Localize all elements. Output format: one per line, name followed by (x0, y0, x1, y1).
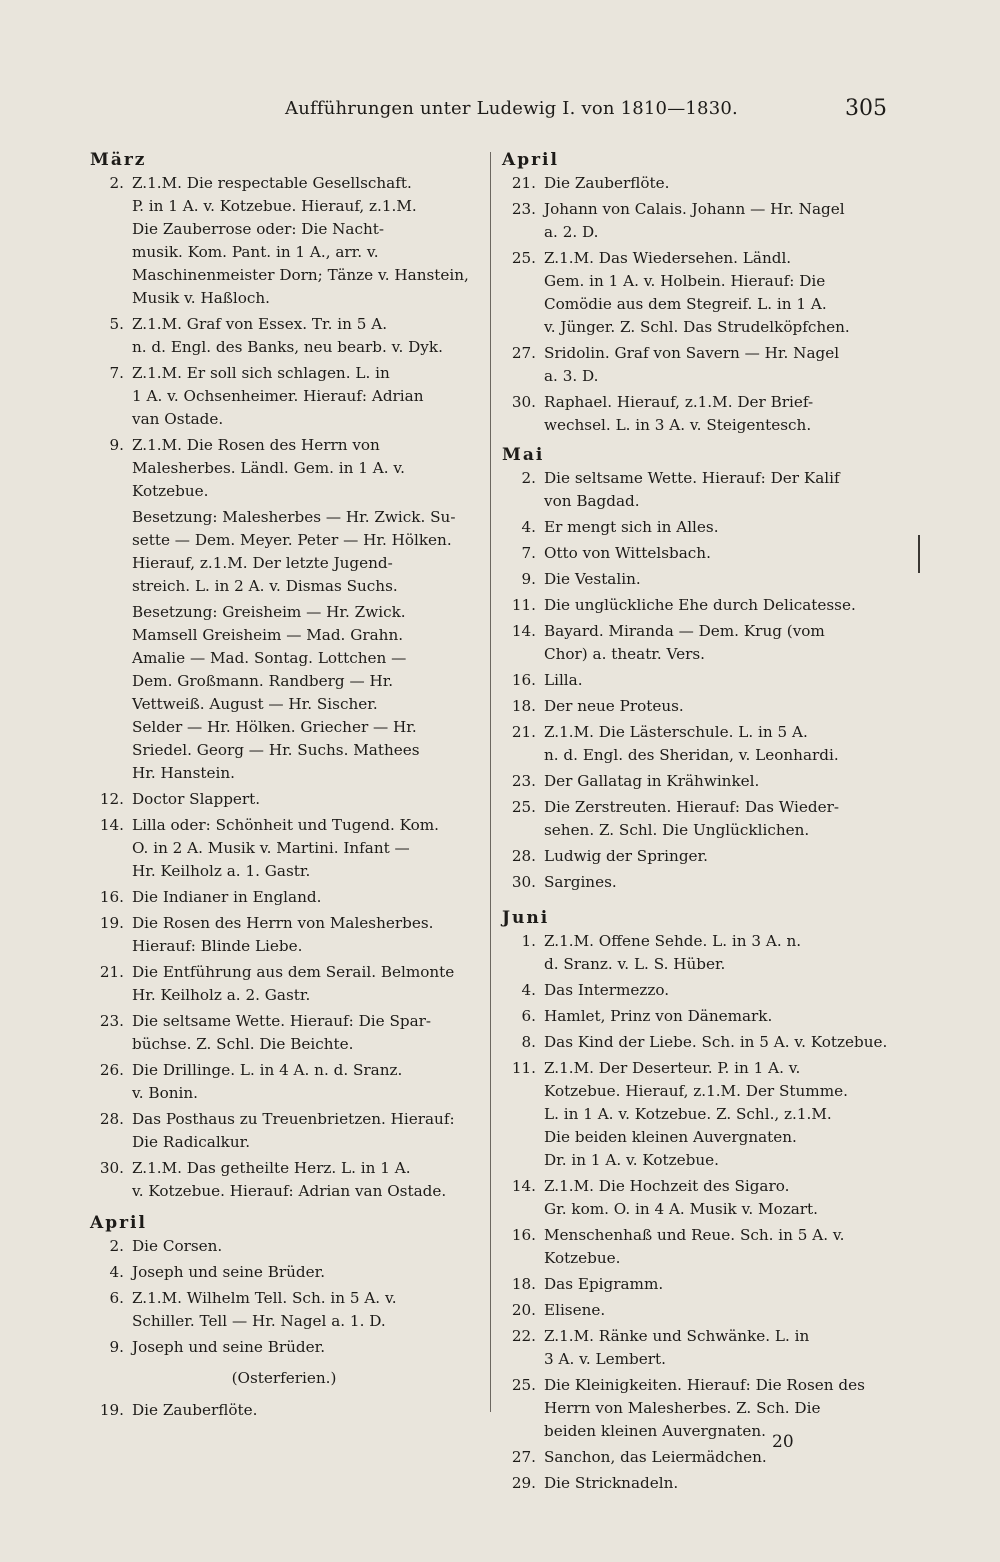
entry-text-line: L. in 1 A. v. Kotzebue. Z. Schl., z.1.M. (544, 1105, 832, 1123)
entry-text-line: Die Stricknadeln. (544, 1474, 679, 1492)
entry-text-line: musik. Kom. Pant. in 1 A., arr. v. (132, 243, 379, 261)
entry-text-line: 1 A. v. Ochsenheimer. Hierauf: Adrian (132, 387, 424, 405)
entry-text-line: Hr. Keilholz a. 1. Gastr. (132, 862, 311, 880)
list-item (500, 391, 898, 437)
list-item (88, 506, 480, 598)
entry-date: 6. (521, 1007, 536, 1025)
entry-date: 6. (109, 1289, 124, 1307)
entry-date: 14. (99, 816, 124, 834)
entry-date: 7. (521, 544, 536, 562)
entry-text-line: Die seltsame Wette. Hierauf: Die Spar- (132, 1012, 432, 1030)
entry-date: 4. (521, 518, 536, 536)
entry-text-line: Der neue Proteus. (544, 697, 684, 715)
month-heading-juni: Juni (502, 908, 550, 928)
entry-date: 23. (99, 1012, 124, 1030)
list-item (88, 961, 480, 1007)
entry-date: 5. (109, 315, 124, 333)
entry-text-line: v. Jünger. Z. Schl. Das Strudelköpfchen. (544, 318, 850, 336)
entry-date: 18. (511, 697, 536, 715)
list-item (88, 601, 480, 785)
entry-date: 19. (99, 914, 124, 932)
entry-text-line: Die Indianer in England. (132, 888, 322, 906)
entry-text-line: Das Posthaus zu Treuenbrietzen. Hierauf: (132, 1110, 455, 1128)
list-item (500, 796, 898, 842)
entry-text-line: Gem. in 1 A. v. Holbein. Hierauf: Die (544, 272, 826, 290)
entry-text-line: Sargines. (544, 873, 617, 891)
entry-text-line: Z.1.M. Wilhelm Tell. Sch. in 5 A. v. (132, 1289, 397, 1307)
list-item (500, 568, 898, 591)
performance-list (88, 1399, 480, 1422)
entry-text-line: Vettweiß. August — Hr. Sischer. (132, 695, 378, 713)
list-item (88, 1287, 480, 1333)
list-item (500, 1031, 898, 1054)
entry-date: 2. (109, 174, 124, 192)
list-item (500, 695, 898, 718)
entry-date: 9. (109, 436, 124, 454)
list-item (500, 1057, 898, 1172)
list-item (88, 1010, 480, 1056)
entry-text-line: Joseph und seine Brüder. (132, 1263, 326, 1281)
entry-text-line: Maschinenmeister Dorn; Tänze v. Hanstein, (132, 266, 469, 284)
entry-text-line: Sriedel. Georg — Hr. Suchs. Mathees (132, 741, 420, 759)
entry-text-line: Musik v. Haßloch. (132, 289, 271, 307)
margin-mark (918, 535, 920, 573)
entry-text-line: Herrn von Malesherbes. Z. Sch. Die (544, 1399, 821, 1417)
performance-list (500, 172, 898, 437)
list-item (500, 1325, 898, 1371)
entry-text-line: Die beiden kleinen Auvergnaten. (544, 1128, 797, 1146)
signature-mark: 20 (772, 1432, 794, 1452)
month-heading-mai: Mai (502, 445, 545, 465)
running-header: Aufführungen unter Ludewig I. von 1810—1830. (285, 98, 738, 119)
entry-text-line: Z.1.M. Der Deserteur. P. in 1 A. v. (544, 1059, 801, 1077)
list-item (88, 1399, 480, 1422)
entry-text-line: Die Vestalin. (544, 570, 641, 588)
entry-text-line: Z.1.M. Ränke und Schwänke. L. in (544, 1327, 810, 1345)
entry-text-line: Die Corsen. (132, 1237, 223, 1255)
list-item (500, 247, 898, 339)
entry-date: 21. (99, 963, 124, 981)
entry-date: 14. (511, 1177, 536, 1195)
performance-list (88, 1235, 480, 1359)
list-item (88, 1157, 480, 1203)
list-item (500, 172, 898, 195)
list-item (500, 845, 898, 868)
entry-text-line: Malesherbes. Ländl. Gem. in 1 A. v. (132, 459, 405, 477)
entry-text-line: Hr. Hanstein. (132, 764, 235, 782)
list-item (88, 788, 480, 811)
performance-list (500, 930, 898, 1495)
list-item (500, 1005, 898, 1028)
list-item (500, 1273, 898, 1296)
entry-text-line: sette — Dem. Meyer. Peter — Hr. Hölken. (132, 531, 452, 549)
entry-text-line: Doctor Slappert. (132, 790, 261, 808)
entry-text-line: n. d. Engl. des Sheridan, v. Leonhardi. (544, 746, 839, 764)
list-item (500, 721, 898, 767)
entry-text-line: P. in 1 A. v. Kotzebue. Hierauf, z.1.M. (132, 197, 417, 215)
entry-text-line: Chor) a. theatr. Vers. (544, 645, 705, 663)
entry-text-line: Besetzung: Malesherbes — Hr. Zwick. Su- (132, 508, 456, 526)
entry-text-line: Er mengt sich in Alles. (544, 518, 719, 536)
entry-text-line: Dr. in 1 A. v. Kotzebue. (544, 1151, 719, 1169)
entry-date: 21. (511, 723, 536, 741)
list-item (88, 814, 480, 883)
entry-text-line: Der Gallatag in Krähwinkel. (544, 772, 760, 790)
entry-date: 11. (511, 1059, 536, 1077)
entry-text-line: wechsel. L. in 3 A. v. Steigentesch. (544, 416, 812, 434)
entry-date: 14. (511, 622, 536, 640)
list-item (88, 362, 480, 431)
list-item (500, 1446, 898, 1469)
list-item (88, 1108, 480, 1154)
entry-text-line: Selder — Hr. Hölken. Griecher — Hr. (132, 718, 417, 736)
entry-text-line: Die unglückliche Ehe durch Delicatesse. (544, 596, 856, 614)
entry-text-line: Das Intermezzo. (544, 981, 670, 999)
entry-text-line: Comödie aus dem Stegreif. L. in 1 A. (544, 295, 827, 313)
entry-date: 25. (511, 1376, 536, 1394)
list-item (500, 198, 898, 244)
entry-date: 11. (511, 596, 536, 614)
entry-date: 16. (511, 671, 536, 689)
entry-text-line: Otto von Wittelsbach. (544, 544, 711, 562)
list-item (500, 979, 898, 1002)
entry-text-line: Z.1.M. Er soll sich schlagen. L. in (132, 364, 390, 382)
entry-date: 1. (521, 932, 536, 950)
entry-date: 7. (109, 364, 124, 382)
list-item (88, 172, 480, 310)
entry-text-line: Ludwig der Springer. (544, 847, 708, 865)
entry-text-line: Die Radicalkur. (132, 1133, 251, 1151)
list-item (500, 342, 898, 388)
entry-date: 12. (99, 790, 124, 808)
entry-text-line: van Ostade. (132, 410, 224, 428)
entry-text-line: Hierauf, z.1.M. Der letzte Jugend- (132, 554, 393, 572)
entry-date: 19. (99, 1401, 124, 1419)
entry-date: 23. (511, 200, 536, 218)
entry-text-line: v. Bonin. (132, 1084, 198, 1102)
entry-date: 22. (511, 1327, 536, 1345)
entry-date: 21. (511, 174, 536, 192)
entry-text-line: Kotzebue. (132, 482, 209, 500)
entry-text-line: Amalie — Mad. Sontag. Lottchen — (132, 649, 407, 667)
list-item (500, 1175, 898, 1221)
entry-text-line: Besetzung: Greisheim — Hr. Zwick. (132, 603, 406, 621)
entry-text-line: Bayard. Miranda — Dem. Krug (vom (544, 622, 825, 640)
entry-text-line: Die Rosen des Herrn von Malesherbes. (132, 914, 434, 932)
right-column (500, 150, 898, 1498)
entry-text-line: Hr. Keilholz a. 2. Gastr. (132, 986, 311, 1004)
list-item (500, 516, 898, 539)
list-item (500, 669, 898, 692)
entry-date: 8. (521, 1033, 536, 1051)
entry-date: 26. (99, 1061, 124, 1079)
entry-date: 30. (99, 1159, 124, 1177)
entry-date: 23. (511, 772, 536, 790)
entry-text-line: Die Zauberflöte. (544, 174, 670, 192)
entry-date: 28. (99, 1110, 124, 1128)
entry-text-line: Johann von Calais. Johann — Hr. Nagel (544, 200, 845, 218)
column-divider (490, 152, 491, 1412)
entry-text-line: büchse. Z. Schl. Die Beichte. (132, 1035, 354, 1053)
entry-text-line: a. 3. D. (544, 367, 599, 385)
list-item (500, 1299, 898, 1322)
entry-text-line: beiden kleinen Auvergnaten. (544, 1422, 767, 1440)
list-item (500, 1224, 898, 1270)
entry-text-line: Z.1.M. Graf von Essex. Tr. in 5 A. (132, 315, 388, 333)
entry-date: 25. (511, 249, 536, 267)
entry-text-line: Z.1.M. Das getheilte Herz. L. in 1 A. (132, 1159, 411, 1177)
entry-text-line: a. 2. D. (544, 223, 599, 241)
entry-text-line: Hamlet, Prinz von Dänemark. (544, 1007, 773, 1025)
entry-text-line: Dem. Großmann. Randberg — Hr. (132, 672, 394, 690)
entry-text-line: von Bagdad. (544, 492, 640, 510)
entry-text-line: Lilla oder: Schönheit und Tugend. Kom. (132, 816, 439, 834)
entry-text-line: Joseph und seine Brüder. (132, 1338, 326, 1356)
list-item (500, 594, 898, 617)
easter-break-note: (Osterferien.) (231, 1369, 337, 1387)
entry-date: 16. (99, 888, 124, 906)
entry-text-line: Die Entführung aus dem Serail. Belmonte (132, 963, 455, 981)
performance-list (88, 172, 480, 1203)
list-item (88, 886, 480, 909)
list-item (88, 912, 480, 958)
month-heading-maerz: März (90, 150, 147, 170)
list-item (88, 313, 480, 359)
entry-text-line: Das Epigramm. (544, 1275, 664, 1293)
entry-text-line: Die Zauberrose oder: Die Nacht- (132, 220, 384, 238)
entry-text-line: sehen. Z. Schl. Die Unglücklichen. (544, 821, 810, 839)
entry-text-line: Schiller. Tell — Hr. Nagel a. 1. D. (132, 1312, 386, 1330)
entry-date: 18. (511, 1275, 536, 1293)
entry-date: 30. (511, 393, 536, 411)
entry-text-line: Z.1.M. Die Rosen des Herrn von (132, 436, 380, 454)
list-item (500, 620, 898, 666)
left-column (88, 150, 480, 1425)
list-item (500, 871, 898, 894)
entry-date: 27. (511, 1448, 536, 1466)
entry-date: 4. (521, 981, 536, 999)
entry-text-line: Z.1.M. Die Lästerschule. L. in 5 A. (544, 723, 808, 741)
month-heading-april: April (90, 1213, 147, 1233)
entry-text-line: Hierauf: Blinde Liebe. (132, 937, 303, 955)
entry-text-line: Die Drillinge. L. in 4 A. n. d. Sranz. (132, 1061, 403, 1079)
entry-date: 9. (109, 1338, 124, 1356)
entry-date: 16. (511, 1226, 536, 1244)
entry-text-line: Sridolin. Graf von Savern — Hr. Nagel (544, 344, 840, 362)
entry-date: 30. (511, 873, 536, 891)
list-item (500, 1374, 898, 1443)
list-item (88, 434, 480, 503)
list-item (500, 930, 898, 976)
entry-text-line: d. Sranz. v. L. S. Hüber. (544, 955, 726, 973)
entry-text-line: 3 A. v. Lembert. (544, 1350, 666, 1368)
entry-text-line: Das Kind der Liebe. Sch. in 5 A. v. Kotzebue. (544, 1033, 888, 1051)
entry-date: 25. (511, 798, 536, 816)
entry-date: 2. (521, 469, 536, 487)
entry-text-line: Z.1.M. Die respectable Gesellschaft. (132, 174, 412, 192)
entry-date: 2. (109, 1237, 124, 1255)
entry-date: 4. (109, 1263, 124, 1281)
entry-text-line: Menschenhaß und Reue. Sch. in 5 A. v. (544, 1226, 845, 1244)
entry-text-line: streich. L. in 2 A. v. Dismas Suchs. (132, 577, 398, 595)
entry-text-line: n. d. Engl. des Banks, neu bearb. v. Dyk. (132, 338, 443, 356)
entry-text-line: Sanchon, das Leiermädchen. (544, 1448, 767, 1466)
entry-text-line: Die Zerstreuten. Hierauf: Das Wieder- (544, 798, 839, 816)
list-item (88, 1336, 480, 1359)
entry-text-line: Raphael. Hierauf, z.1.M. Der Brief- (544, 393, 814, 411)
list-item (88, 1235, 480, 1258)
entry-text-line: Gr. kom. O. in 4 A. Musik v. Mozart. (544, 1200, 818, 1218)
list-item (500, 770, 898, 793)
entry-text-line: Die Kleinigkeiten. Hierauf: Die Rosen des (544, 1376, 865, 1394)
entry-text-line: Die seltsame Wette. Hierauf: Der Kalif (544, 469, 840, 487)
entry-text-line: Z.1.M. Offene Sehde. L. in 3 A. n. (544, 932, 802, 950)
list-item (500, 1472, 898, 1495)
entry-date: 28. (511, 847, 536, 865)
entry-text-line: Kotzebue. (544, 1249, 621, 1267)
list-item (88, 1261, 480, 1284)
entry-text-line: Z.1.M. Die Hochzeit des Sigaro. (544, 1177, 790, 1195)
entry-text-line: O. in 2 A. Musik v. Martini. Infant — (132, 839, 410, 857)
month-heading-april: April (502, 150, 559, 170)
entry-text-line: Die Zauberflöte. (132, 1401, 258, 1419)
entry-date: 20. (511, 1301, 536, 1319)
list-item (88, 1059, 480, 1105)
list-item (500, 467, 898, 513)
list-item (500, 542, 898, 565)
entry-text-line: v. Kotzebue. Hierauf: Adrian van Ostade. (132, 1182, 447, 1200)
performance-list (500, 467, 898, 894)
entry-text-line: Mamsell Greisheim — Mad. Grahn. (132, 626, 404, 644)
entry-date: 29. (511, 1474, 536, 1492)
page-number: 305 (845, 96, 887, 121)
entry-text-line: Kotzebue. Hierauf, z.1.M. Der Stumme. (544, 1082, 848, 1100)
entry-date: 9. (521, 570, 536, 588)
entry-text-line: Elisene. (544, 1301, 606, 1319)
entry-date: 27. (511, 344, 536, 362)
entry-text-line: Lilla. (544, 671, 583, 689)
entry-text-line: Z.1.M. Das Wiedersehen. Ländl. (544, 249, 792, 267)
